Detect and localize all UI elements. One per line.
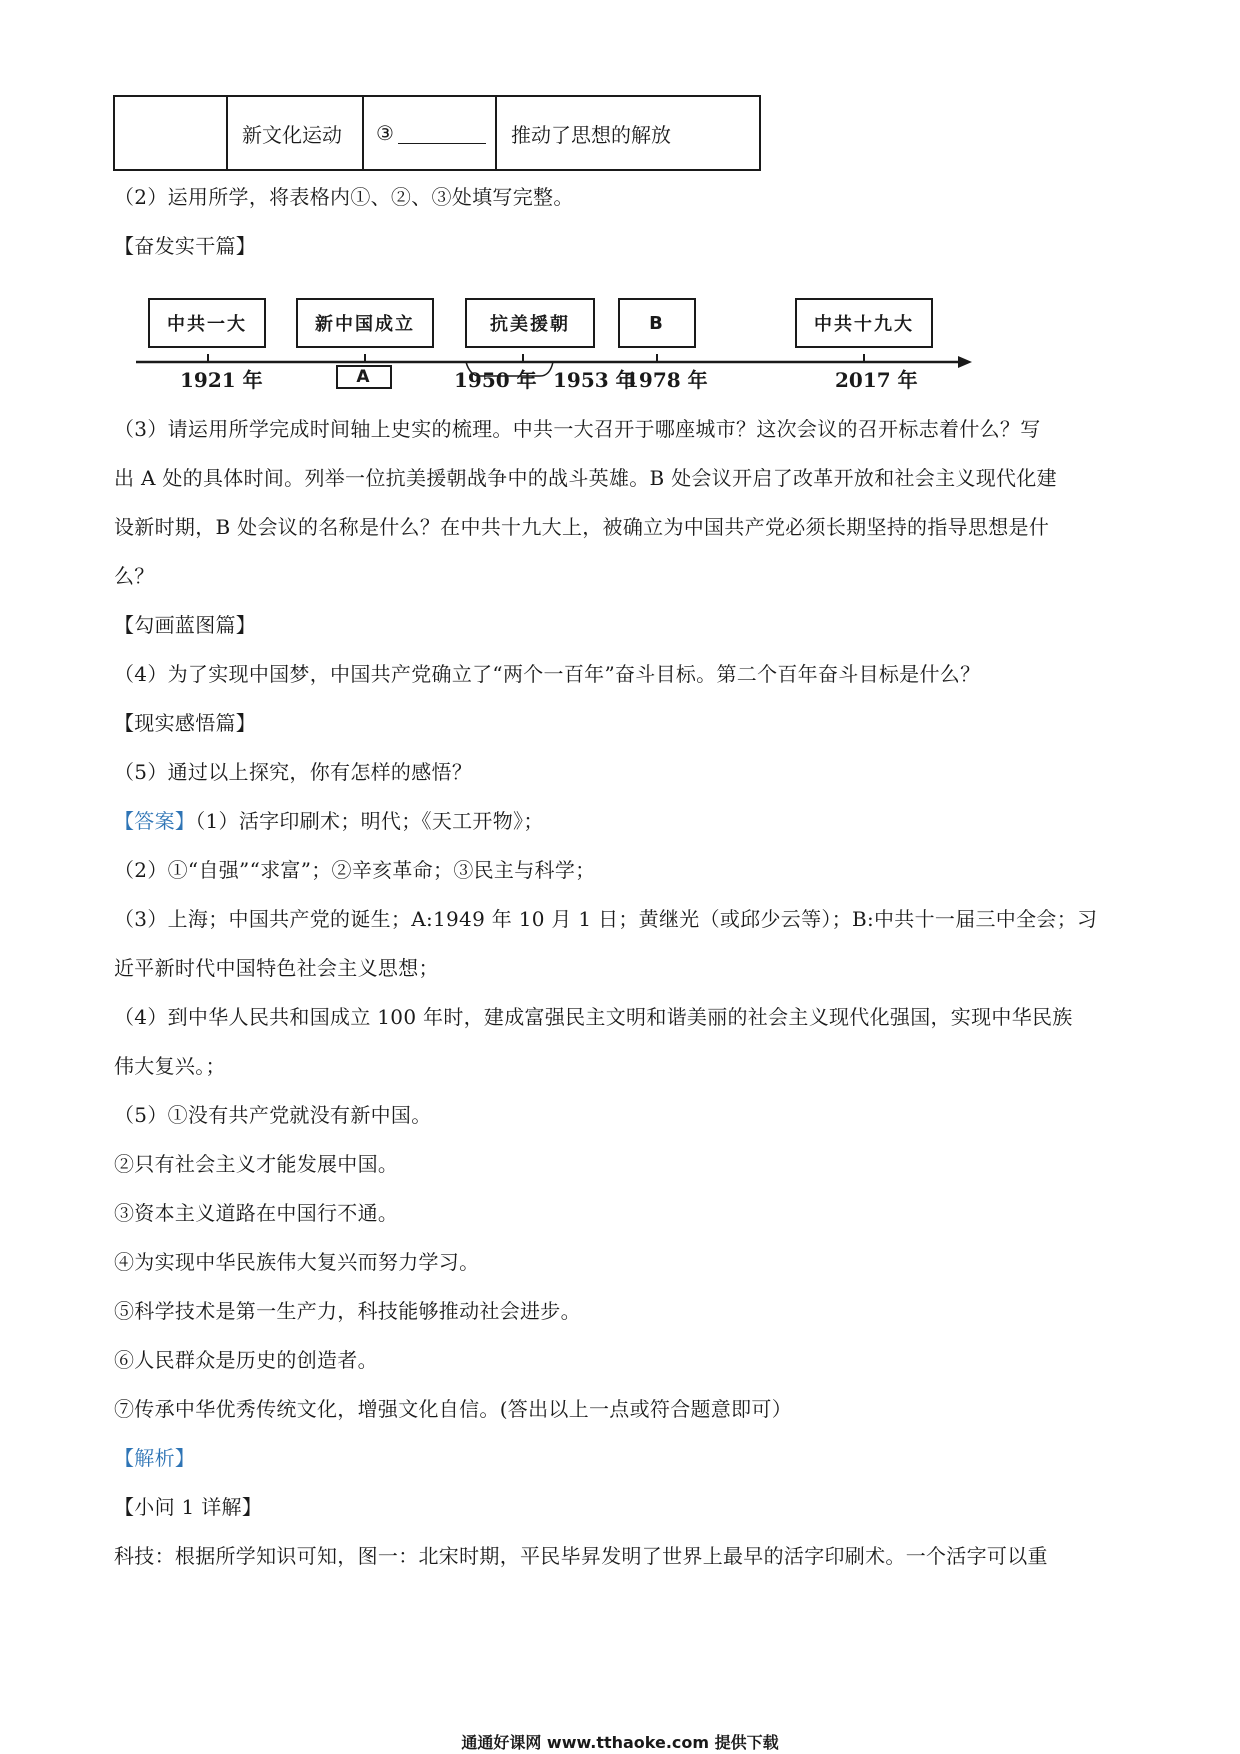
blank-number: ③ <box>376 121 394 145</box>
answer-3-line-2: 近平新时代中国特色社会主义思想； <box>114 956 439 980</box>
table-cell-blank <box>364 97 497 169</box>
history-table-row <box>113 95 761 171</box>
timeline-box-2: 新中国成立 <box>296 298 434 348</box>
section-fendou: 【奋发实干篇】 <box>114 234 257 258</box>
section-xianshi: 【现实感悟篇】 <box>114 711 257 735</box>
question-3-line-4: 么？ <box>114 564 155 588</box>
answer-4-line-1: （4）到中华人民共和国成立 100 年时，建成富强民主文明和谐美丽的社会主义现代化强国，实现中华民族 <box>114 1005 1073 1029</box>
timeline <box>0 290 1240 400</box>
answer-2: （2）①“自强”“求富”；②辛亥革命；③民主与科学； <box>114 858 596 882</box>
answer-5-item-1: （5）①没有共产党就没有新中国。 <box>114 1103 432 1127</box>
analysis-label: 【解析】 <box>114 1446 196 1470</box>
question-3-line-1: （3）请运用所学完成时间轴上史实的梳理。中共一大召开于哪座城市？这次会议的召开标志着什么？写 <box>114 417 1041 441</box>
question-2: （2）运用所学，将表格内①、②、③处填写完整。 <box>114 185 574 209</box>
fill-in-blank <box>398 123 486 144</box>
table-cell-effect <box>497 97 759 169</box>
table-cell-effect-text: 推动了思想的解放 <box>511 122 671 147</box>
answer-5-item-2: ②只有社会主义才能发展中国。 <box>114 1152 399 1176</box>
answer-5-item-7: ⑦传承中华优秀传统文化，增强文化自信。(答出以上一点或符合题意即可） <box>114 1397 793 1421</box>
answer-1-text: （1）活字印刷术；明代；《天工开物》； <box>195 809 544 833</box>
answer-label: 【答案】 <box>114 809 196 833</box>
year-1953: 1953 年 <box>553 368 636 392</box>
answer-5-item-4: ④为实现中华民族伟大复兴而努力学习。 <box>114 1250 480 1274</box>
year-1950: 1950 年 <box>454 368 537 392</box>
timeline-box-3: 抗美援朝 <box>465 298 595 348</box>
question-3-line-2: 出 A 处的具体时间。列举一位抗美援朝战争中的战斗英雄。B 处会议开启了改革开放和社会主义现代化建 <box>114 466 1057 490</box>
answer-5-item-5: ⑤科学技术是第一生产力，科技能够推动社会进步。 <box>114 1299 581 1323</box>
timeline-marker-a: A <box>336 365 392 389</box>
question-5: （5）通过以上探究，你有怎样的感悟？ <box>114 760 473 784</box>
sub-question-1-label: 【小问 1 详解】 <box>114 1495 263 1519</box>
answer-5-item-3: ③资本主义道路在中国行不通。 <box>114 1201 399 1225</box>
question-3-line-3: 设新时期，B 处会议的名称是什么？在中共十九大上，被确立为中国共产党必须长期坚持的指导思想是什 <box>114 515 1050 539</box>
answer-4-line-2: 伟大复兴。； <box>114 1054 226 1078</box>
year-2017: 2017 年 <box>835 368 918 392</box>
table-cell-empty <box>115 97 228 169</box>
year-1921: 1921 年 <box>180 368 263 392</box>
timeline-box-5: 中共十九大 <box>795 298 933 348</box>
footer-source: 通通好课网 www.tthaoke.com 提供下载 <box>461 1733 779 1752</box>
section-gouhua: 【勾画蓝图篇】 <box>114 613 257 637</box>
table-cell-movement-text: 新文化运动 <box>242 122 342 147</box>
table-cell-movement <box>228 97 364 169</box>
timeline-box-b: B <box>618 298 696 348</box>
answer-5-item-6: ⑥人民群众是历史的创造者。 <box>114 1348 378 1372</box>
answer-3-line-1: （3）上海；中国共产党的诞生；A:1949 年 10 月 1 日；黄继光（或邱少云等）；B:中共十一届三中全会；习 <box>114 907 1098 931</box>
answer-1 <box>114 807 544 835</box>
year-1978: 1978 年 <box>625 368 708 392</box>
question-4: （4）为了实现中国梦，中国共产党确立了“两个一百年”奋斗目标。第二个百年奋斗目标是什么？ <box>114 662 981 686</box>
analysis-text: 科技：根据所学知识可知，图一：北宋时期，平民毕昇发明了世界上最早的活字印刷术。一个活字可以重 <box>114 1544 1048 1568</box>
timeline-box-1: 中共一大 <box>148 298 266 348</box>
